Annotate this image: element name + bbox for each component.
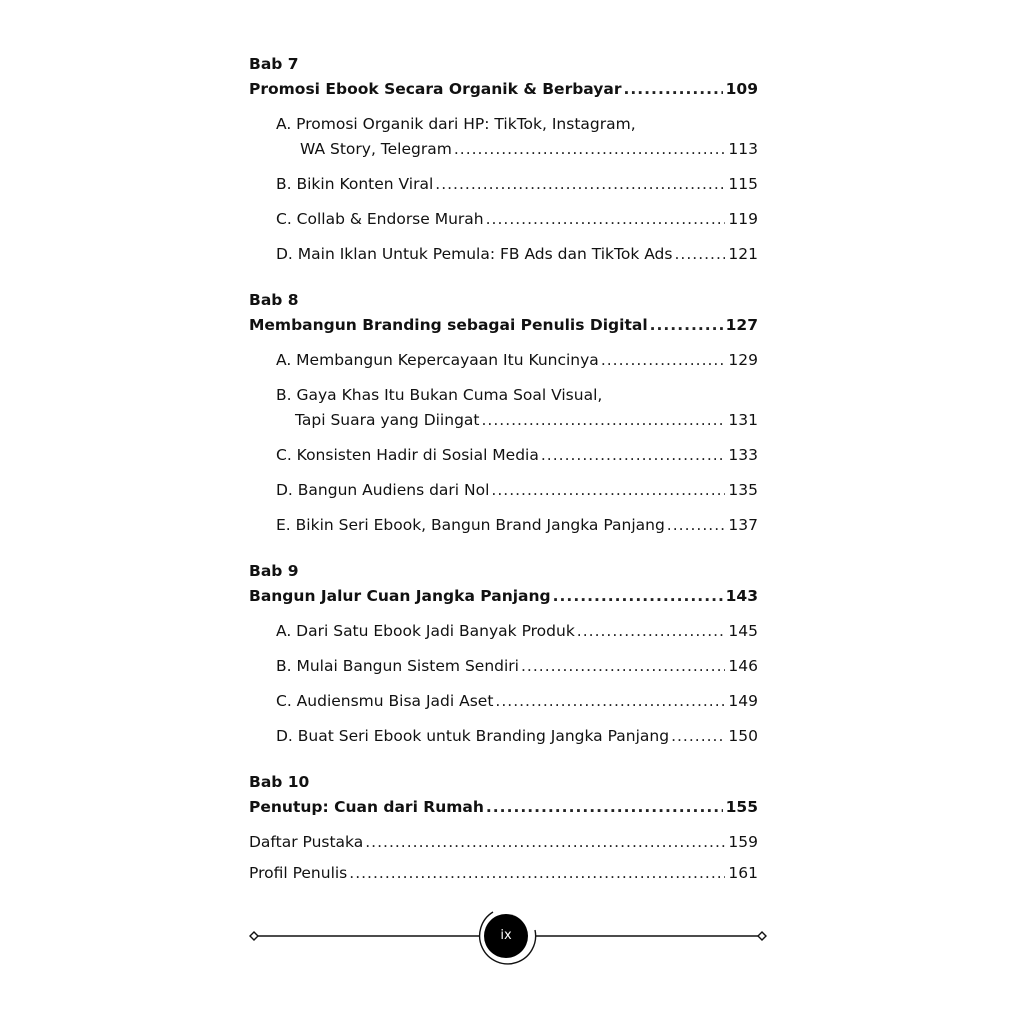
entry-title: Profil Penulis xyxy=(249,864,348,882)
entry-title: WA Story, Telegram xyxy=(300,140,452,158)
dot-leader xyxy=(495,689,725,714)
toc-entry xyxy=(249,619,758,644)
entry-page: 133 xyxy=(728,446,758,464)
entry-page: 129 xyxy=(728,351,758,369)
toc-entry xyxy=(249,724,758,749)
entry-page: 113 xyxy=(728,140,758,158)
toc-entry xyxy=(249,513,758,538)
dot-leader xyxy=(541,443,726,468)
dot-leader xyxy=(486,207,726,232)
entry-title: C. Audiensmu Bisa Jadi Aset xyxy=(276,692,494,710)
toc-entry xyxy=(249,137,758,162)
toc-entry xyxy=(249,242,758,267)
dot-leader xyxy=(667,513,726,538)
entry-page: 109 xyxy=(725,80,758,98)
toc-entry xyxy=(249,172,758,197)
toc-entry-profil-penulis xyxy=(249,861,758,886)
dot-leader xyxy=(521,654,725,679)
entry-page: 150 xyxy=(728,727,758,745)
diamond-left-icon xyxy=(250,932,258,940)
toc-entry-daftar-pustaka xyxy=(249,830,758,855)
entry-title: D. Bangun Audiens dari Nol xyxy=(276,481,490,499)
dot-leader xyxy=(454,137,726,162)
dot-leader xyxy=(577,619,726,644)
table-of-contents xyxy=(249,52,758,886)
entry-title-line: A. Promosi Organik dari HP: TikTok, Instagram, xyxy=(276,115,636,133)
page-number: ix xyxy=(500,928,512,943)
chapter-label: Bab 7 xyxy=(249,55,299,73)
entry-page: 146 xyxy=(728,657,758,675)
entry-page: 131 xyxy=(728,411,758,429)
toc-entry xyxy=(249,689,758,714)
entry-title: C. Collab & Endorse Murah xyxy=(276,210,484,228)
toc-entry-chapter-title xyxy=(249,313,758,338)
entry-title: Daftar Pustaka xyxy=(249,833,364,851)
entry-title-line: B. Gaya Khas Itu Bukan Cuma Soal Visual, xyxy=(276,386,603,404)
entry-page: 115 xyxy=(728,175,758,193)
entry-title: A. Membangun Kepercayaan Itu Kuncinya xyxy=(276,351,599,369)
dot-leader xyxy=(553,584,723,609)
entry-title: D. Buat Seri Ebook untuk Branding Jangka Panjang xyxy=(276,727,670,745)
toc-entry xyxy=(249,207,758,232)
diamond-right-icon xyxy=(758,932,766,940)
dot-leader xyxy=(674,242,725,267)
entry-title: Membangun Branding sebagai Penulis Digital xyxy=(249,316,648,334)
chapter-label: Bab 9 xyxy=(249,562,299,580)
entry-title: B. Bikin Konten Viral xyxy=(276,175,434,193)
entry-title: C. Konsisten Hadir di Sosial Media xyxy=(276,446,539,464)
entry-title: Penutup: Cuan dari Rumah xyxy=(249,798,484,816)
dot-leader xyxy=(435,172,725,197)
page-footer xyxy=(247,908,769,968)
toc-entry xyxy=(249,443,758,468)
entry-title: Tapi Suara yang Diingat xyxy=(295,411,480,429)
entry-title: E. Bikin Seri Ebook, Bangun Brand Jangka Panjang xyxy=(276,516,665,534)
dot-leader xyxy=(349,861,725,886)
entry-title: D. Main Iklan Untuk Pemula: FB Ads dan TikTok Ads xyxy=(276,245,673,263)
entry-page: 143 xyxy=(725,587,758,605)
toc-entry-chapter-title xyxy=(249,584,758,609)
dot-leader xyxy=(624,77,723,102)
toc-entry xyxy=(249,478,758,503)
toc-entry-chapter-title xyxy=(249,795,758,820)
entry-page: 119 xyxy=(728,210,758,228)
entry-page: 135 xyxy=(728,481,758,499)
entry-page: 159 xyxy=(728,833,758,851)
dot-leader xyxy=(601,348,726,373)
entry-title: A. Dari Satu Ebook Jadi Banyak Produk xyxy=(276,622,575,640)
entry-page: 149 xyxy=(728,692,758,710)
dot-leader xyxy=(486,795,723,820)
entry-page: 155 xyxy=(725,798,758,816)
entry-page: 121 xyxy=(728,245,758,263)
dot-leader xyxy=(365,830,725,855)
entry-title: Promosi Ebook Secara Organik & Berbayar xyxy=(249,80,622,98)
dot-leader xyxy=(491,478,725,503)
chapter-label: Bab 10 xyxy=(249,773,310,791)
chapter-label: Bab 8 xyxy=(249,291,299,309)
dot-leader xyxy=(650,313,723,338)
toc-entry-chapter-title xyxy=(249,77,758,102)
entry-title: Bangun Jalur Cuan Jangka Panjang xyxy=(249,587,551,605)
toc-entry xyxy=(249,348,758,373)
entry-page: 137 xyxy=(728,516,758,534)
dot-leader xyxy=(481,408,725,433)
dot-leader xyxy=(671,724,725,749)
entry-page: 127 xyxy=(725,316,758,334)
toc-entry xyxy=(249,408,758,433)
toc-entry xyxy=(249,654,758,679)
entry-title: B. Mulai Bangun Sistem Sendiri xyxy=(276,657,519,675)
entry-page: 145 xyxy=(728,622,758,640)
entry-page: 161 xyxy=(728,864,758,882)
